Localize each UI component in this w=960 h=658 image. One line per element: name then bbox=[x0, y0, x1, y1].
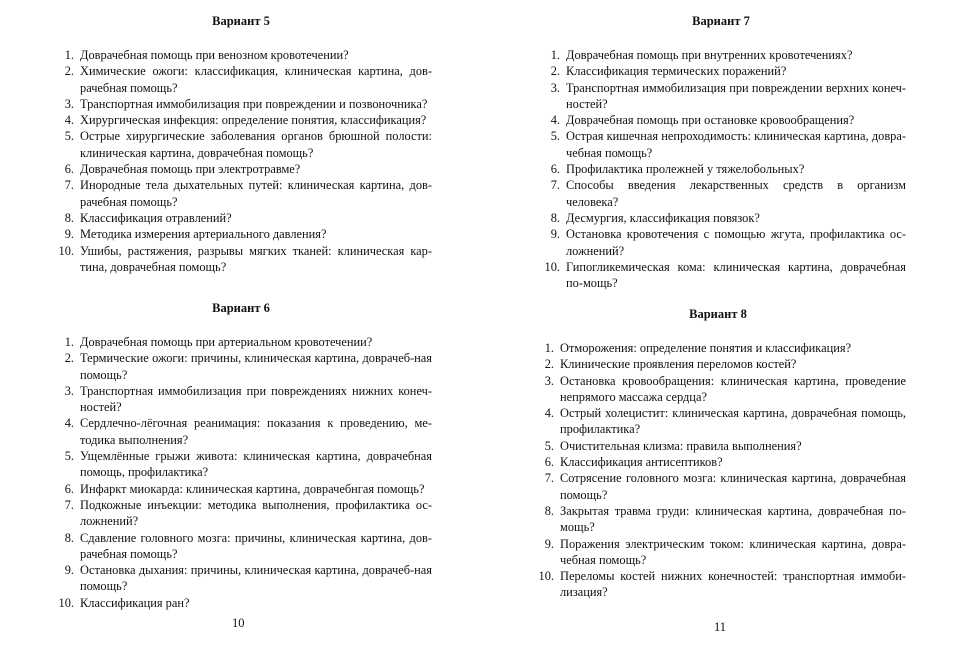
question-number: 8. bbox=[64, 530, 74, 545]
question-item bbox=[50, 47, 432, 63]
question-item bbox=[50, 161, 432, 177]
variant-section bbox=[50, 13, 432, 275]
question-number: 8. bbox=[550, 210, 560, 225]
question-text: Транспортная иммобилизация при повреждении и позвоночника? bbox=[80, 96, 428, 111]
question-number: 10. bbox=[58, 243, 74, 258]
question-item bbox=[50, 481, 432, 497]
question-text: Доврачебная помощь при артериальном кровотечении? bbox=[80, 335, 373, 349]
question-item bbox=[530, 405, 906, 438]
question-text: Инфаркт миокарда: клиническая картина, доврачебнгая помощь? bbox=[80, 481, 425, 496]
question-item bbox=[536, 80, 906, 113]
question-item bbox=[536, 210, 906, 226]
variant-title: Вариант 7 bbox=[692, 14, 750, 28]
variant-title: Вариант 5 bbox=[212, 14, 270, 28]
question-number: 5. bbox=[64, 449, 74, 464]
question-item bbox=[50, 595, 432, 611]
question-text: Клинические проявления переломов костей? bbox=[560, 357, 797, 372]
question-text: Классификация термических поражений? bbox=[566, 64, 787, 79]
question-number: 8. bbox=[64, 210, 74, 225]
question-item bbox=[536, 128, 906, 161]
right-page bbox=[480, 0, 960, 658]
question-number: 10. bbox=[58, 595, 74, 610]
question-item bbox=[530, 454, 906, 470]
page-number: 11 bbox=[714, 620, 727, 634]
question-number: 5. bbox=[64, 129, 74, 144]
question-number: 6. bbox=[544, 455, 554, 470]
question-item bbox=[50, 350, 432, 383]
question-number: 7. bbox=[550, 178, 560, 193]
variant-title: Вариант 6 bbox=[212, 301, 270, 315]
question-text: Классификация антисептиков? bbox=[560, 455, 723, 470]
question-text: Классификация ран? bbox=[80, 595, 190, 610]
question-text: Поражения электрическим током: клиническая картина, довра-чебная помощь? bbox=[560, 536, 906, 567]
question-text: Доврачебная помощь при электротравме? bbox=[80, 162, 301, 177]
question-number: 6. bbox=[64, 481, 74, 496]
question-text: Химические ожоги: классификация, клиническая картина, дов-рачебная помощь? bbox=[80, 64, 432, 95]
question-list bbox=[530, 340, 906, 601]
question-number: 1. bbox=[64, 48, 74, 62]
question-number: 5. bbox=[544, 438, 554, 453]
question-text: Ущемлённые грыжи живота: клиническая картина, доврачебная помощь, профилактика? bbox=[80, 449, 432, 480]
question-text: Острый холецистит: клиническая картина, доврачебная помощь, профилактика? bbox=[560, 406, 906, 437]
question-item bbox=[50, 383, 432, 416]
question-list bbox=[536, 47, 906, 291]
question-number: 9. bbox=[64, 227, 74, 242]
question-number: 4. bbox=[64, 416, 74, 431]
question-number: 9. bbox=[64, 563, 74, 578]
question-text: Закрытая травма груди: клиническая картина, доврачебная по-мощь? bbox=[560, 503, 906, 535]
question-text: Классификация отравлений? bbox=[80, 210, 232, 225]
question-item bbox=[50, 96, 432, 112]
question-item bbox=[50, 497, 432, 530]
question-number: 7. bbox=[64, 497, 74, 512]
question-text: Переломы костей нижних конечностей: транспортная иммоби-лизация? bbox=[560, 569, 906, 600]
question-item bbox=[530, 568, 906, 601]
question-number: 7. bbox=[64, 178, 74, 193]
question-text: Способы введения лекарственных средств в организм человека? bbox=[566, 178, 906, 209]
question-item bbox=[536, 112, 906, 128]
question-number: 2. bbox=[550, 64, 560, 79]
question-text: Очистительная клизма: правила выполнения? bbox=[560, 438, 802, 453]
question-item bbox=[50, 562, 432, 595]
question-number: 6. bbox=[64, 162, 74, 177]
question-item bbox=[50, 530, 432, 563]
question-text: Остановка кровотечения с помощью жгута, профилактика ос-ложнений? bbox=[566, 227, 906, 258]
question-item bbox=[50, 448, 432, 481]
question-number: 5. bbox=[550, 129, 560, 144]
question-item bbox=[50, 63, 432, 96]
question-item bbox=[50, 334, 432, 350]
question-number: 2. bbox=[64, 351, 74, 366]
question-text: Подкожные инъекции: методика выполнения, профилактика ос-ложнений? bbox=[80, 497, 432, 529]
question-text: Термические ожоги: причины, клиническая картина, доврачеб-ная помощь? bbox=[80, 351, 432, 382]
question-number: 1. bbox=[550, 48, 560, 62]
question-item bbox=[530, 438, 906, 454]
question-number: 1. bbox=[64, 335, 74, 349]
question-text: Методика измерения артериального давления? bbox=[80, 227, 327, 242]
question-item bbox=[50, 112, 432, 128]
question-text: Хирургическая инфекция: определение понятия, классификация? bbox=[80, 113, 427, 128]
question-number: 10. bbox=[538, 569, 554, 584]
question-number: 8. bbox=[544, 503, 554, 518]
question-item bbox=[50, 128, 432, 161]
variant-section bbox=[530, 306, 906, 601]
question-item bbox=[50, 226, 432, 242]
question-text: Доврачебная помощь при остановке кровообращения? bbox=[566, 113, 855, 128]
question-text: Инородные тела дыхательных путей: клиническая картина, дов-рачебная помощь? bbox=[80, 178, 432, 209]
question-number: 2. bbox=[544, 357, 554, 372]
question-item bbox=[530, 340, 906, 356]
question-item bbox=[530, 373, 906, 406]
question-number: 3. bbox=[544, 373, 554, 388]
question-number: 10. bbox=[544, 259, 560, 274]
question-item bbox=[536, 259, 906, 292]
question-item bbox=[50, 210, 432, 226]
question-number: 3. bbox=[64, 96, 74, 111]
question-text: Доврачебная помощь при венозном кровотечении? bbox=[80, 48, 349, 62]
variant-section bbox=[536, 13, 906, 291]
question-number: 2. bbox=[64, 64, 74, 79]
question-item bbox=[536, 63, 906, 79]
question-number: 3. bbox=[64, 383, 74, 398]
question-text: Остановка кровообращения: клиническая картина, проведение непрямого массажа сердца? bbox=[560, 373, 906, 404]
question-text: Профилактика пролежней у тяжелобольных? bbox=[566, 162, 805, 177]
question-number: 1. bbox=[544, 341, 554, 355]
question-text: Острая кишечная непроходимость: клиническая картина, довра-чебная помощь? bbox=[566, 129, 906, 160]
question-text: Транспортная иммобилизация при повреждениях нижних конеч-ностей? bbox=[80, 383, 432, 415]
question-number: 7. bbox=[544, 471, 554, 486]
question-item bbox=[530, 470, 906, 503]
question-item bbox=[536, 161, 906, 177]
question-number: 4. bbox=[550, 113, 560, 128]
question-list bbox=[50, 334, 432, 611]
question-text: Сердлечно-лёгочная реанимация: показания к проведению, ме-тодика выполнения? bbox=[80, 416, 432, 447]
question-item bbox=[536, 226, 906, 259]
question-item bbox=[50, 415, 432, 448]
question-text: Ушибы, растяжения, разрывы мягких тканей: клиническая кар-тина, доврачебная помощь? bbox=[80, 243, 432, 274]
question-item bbox=[536, 47, 906, 63]
question-item bbox=[530, 503, 906, 536]
question-number: 4. bbox=[64, 113, 74, 128]
question-text: Доврачебная помощь при внутренних кровотечениях? bbox=[566, 48, 853, 62]
question-number: 9. bbox=[550, 227, 560, 242]
question-text: Остановка дыхания: причины, клиническая картина, доврачеб-ная помощь? bbox=[80, 563, 432, 594]
question-item bbox=[536, 177, 906, 210]
question-text: Отморожения: определение понятия и классификация? bbox=[560, 341, 852, 355]
question-number: 6. bbox=[550, 162, 560, 177]
question-item bbox=[50, 243, 432, 276]
question-number: 9. bbox=[544, 536, 554, 551]
question-text: Сотрясение головного мозга: клиническая картина, доврачебная помощь? bbox=[560, 471, 906, 502]
question-number: 4. bbox=[544, 406, 554, 421]
question-text: Острые хирургические заболевания органов брюшной полости: клиническая картина, доврачебная помощь? bbox=[80, 129, 432, 160]
page-number: 10 bbox=[232, 616, 245, 630]
question-number: 3. bbox=[550, 80, 560, 95]
question-item bbox=[530, 536, 906, 569]
question-list bbox=[50, 47, 432, 275]
question-text: Десмургия, классификация повязок? bbox=[566, 210, 760, 225]
variant-title: Вариант 8 bbox=[689, 307, 747, 321]
variant-section bbox=[50, 300, 432, 611]
question-item bbox=[530, 356, 906, 372]
question-item bbox=[50, 177, 432, 210]
question-text: Сдавление головного мозга: причины, клиническая картина, дов-рачебная помощь? bbox=[80, 530, 432, 561]
question-text: Гипогликемическая кома: клиническая картина, доврачебная по-мощь? bbox=[566, 259, 906, 291]
question-text: Транспортная иммобилизация при повреждении верхних конеч-ностей? bbox=[566, 80, 906, 111]
